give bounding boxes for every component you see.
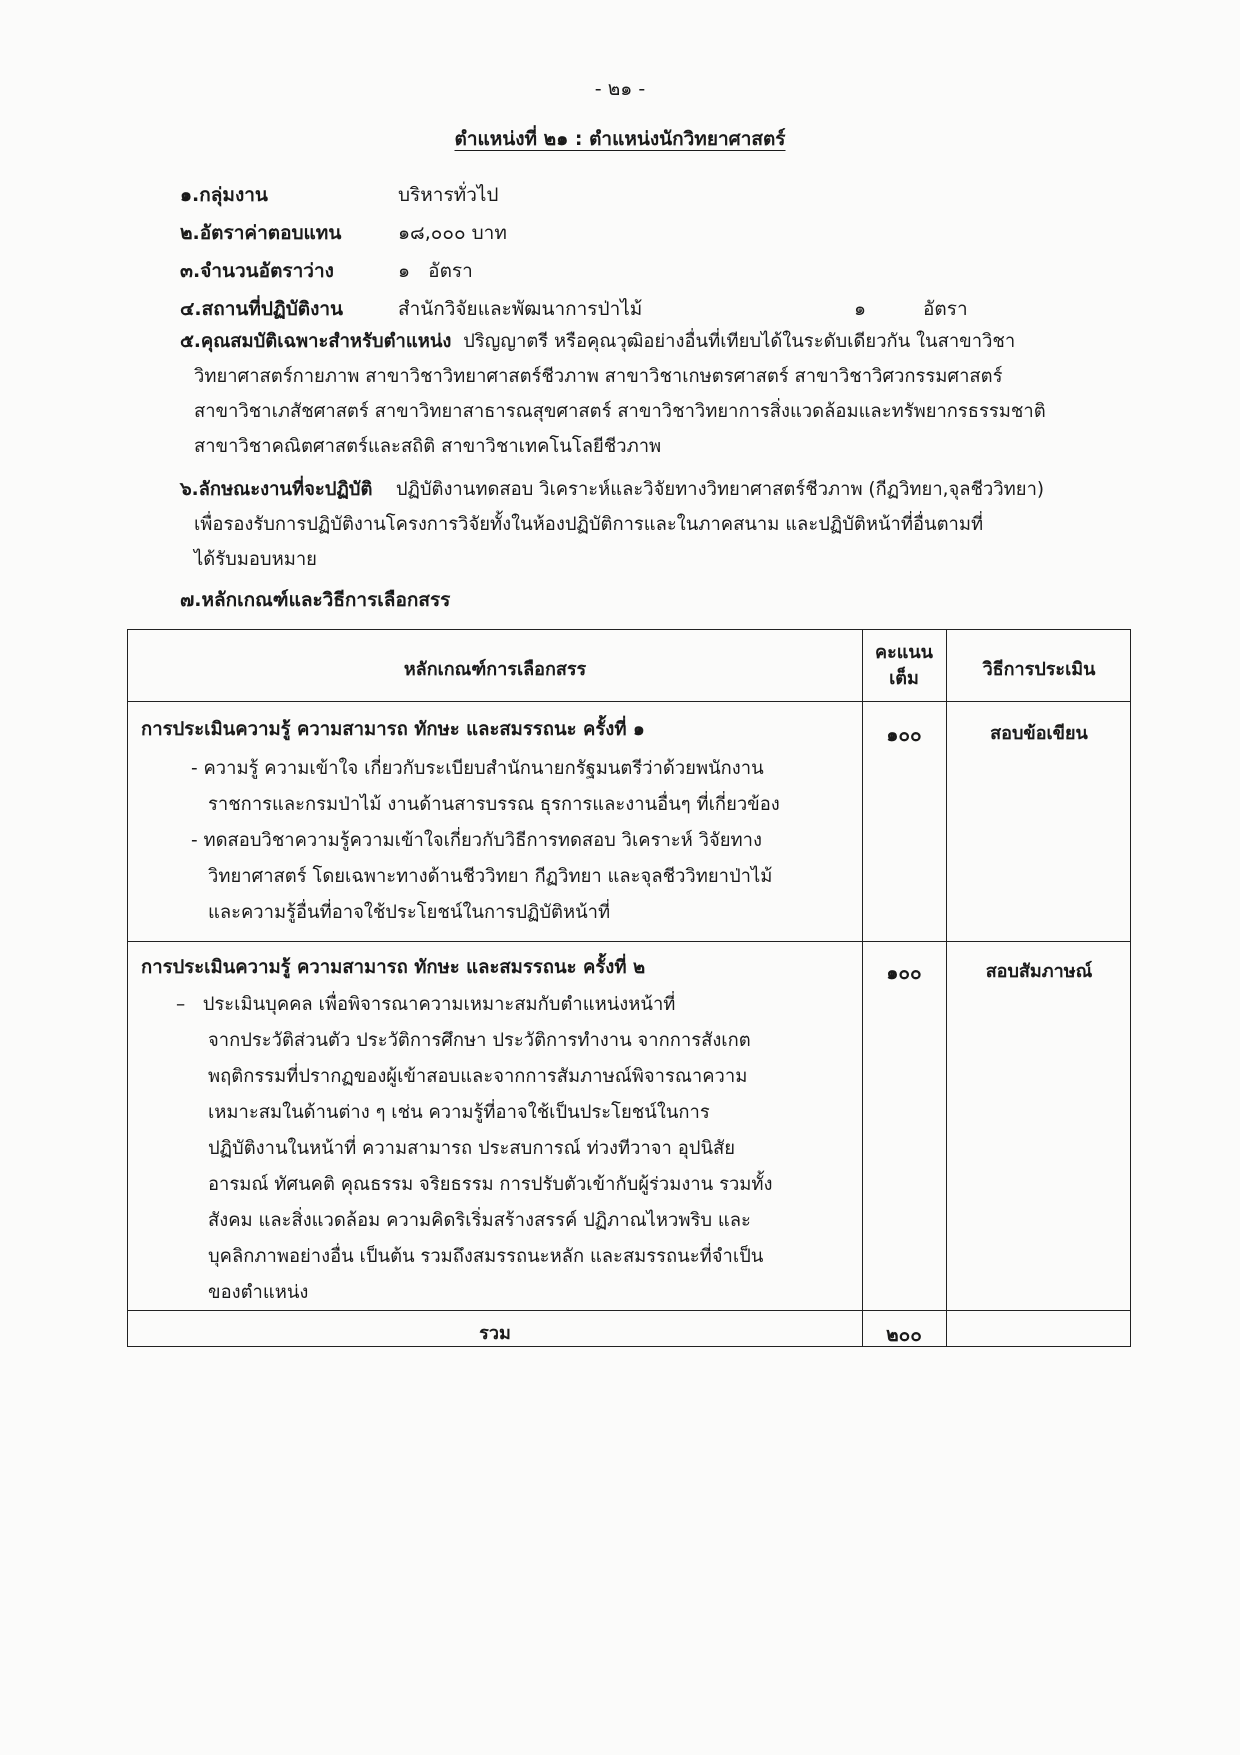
row1-method: สอบข้อเขียน (990, 723, 1088, 744)
row2-line-1: – ประเมินบุคคล เพื่อพิจารณาความเหมาะสมกับตำแหน่งหน้าที่ (176, 994, 676, 1015)
qualifications-line-4: สาขาวิชาคณิตศาสตร์และสถิติ สาขาวิชาเทคโนโลยีชีวภาพ (194, 436, 662, 457)
row1-line-1: - ความรู้ ความเข้าใจ เกี่ยวกับระเบียบสำนักนายกรัฐมนตรีว่าด้วยพนักงาน (191, 758, 764, 779)
row2-line-8: บุคลิกภาพอย่างอื่น เป็นต้น รวมถึงสมรรถนะหลัก และสมรรถนะที่จำเป็น (208, 1246, 764, 1267)
row2-line-2: จากประวัติส่วนตัว ประวัติการศึกษา ประวัติการทำงาน จากการสังเกต (208, 1030, 751, 1051)
total-label: รวม (479, 1323, 511, 1344)
field-location-count: ๑ (854, 298, 867, 320)
qualifications-label: ๕.คุณสมบัติเฉพาะสำหรับตำแหน่ง (180, 331, 452, 352)
document-title (0, 124, 1240, 154)
qualifications-line-1 (180, 324, 1046, 359)
duties (180, 472, 1044, 577)
row1-score: ๑๐๐ (886, 724, 922, 746)
row2-line-9: ของตำแหน่ง (208, 1282, 309, 1303)
header-criteria: หลักเกณฑ์การเลือกสรร (403, 659, 587, 680)
duties-line-1 (180, 472, 1044, 507)
header-score (862, 640, 946, 692)
page-number: - ๒๑ - (594, 78, 646, 100)
field-group-value: บริหารทั่วไป (398, 184, 499, 206)
field-vacancies-value: ๑ อัตรา (398, 260, 473, 282)
row2-line-7: สังคม และสิ่งแวดล้อม ความคิดริเริ่มสร้างสรรค์ ปฏิภาณไหวพริบ และ (208, 1210, 751, 1231)
table-rule-row1 (128, 941, 1130, 942)
header-method: วิธีการประเมิน (982, 659, 1096, 680)
field-salary-value: ๑๘,๐๐๐ บาท (398, 222, 507, 244)
field-location-unit: อัตรา (923, 298, 968, 320)
duties-label: ๖.ลักษณะงานที่จะปฏิบัติ (180, 479, 373, 500)
header-score-line-1: คะแนน (875, 642, 933, 663)
criteria-heading-text: ๗.หลักเกณฑ์และวิธีการเลือกสรร (180, 589, 451, 611)
row1-line-2: ราชการและกรมป่าไม้ งานด้านสารบรรณ ธุรการและงานอื่นๆ ที่เกี่ยวข้อง (208, 794, 780, 815)
table-rule-header (128, 701, 1130, 702)
field-group-label: ๑.กลุ่มงาน (180, 184, 268, 206)
qualifications-line-2: วิทยาศาสตร์กายภาพ สาขาวิชาวิทยาศาสตร์ชีวภาพ สาขาวิชาเกษตรศาสตร์ สาขาวิชาวิศวกรรมศาสตร์ (194, 366, 1003, 387)
row2-title: การประเมินความรู้ ความสามารถ ทักษะ และสมรรถนะ ครั้งที่ ๒ (141, 957, 646, 978)
qualifications-line-3: สาขาวิชาเภสัชศาสตร์ สาขาวิทยาสาธารณสุขศาสตร์ สาขาวิชาวิทยาการสิ่งแวดล้อมและทรัพยากรธรรมชาติ (194, 401, 1046, 422)
row1-line-4: วิทยาศาสตร์ โดยเฉพาะทางด้านชีววิทยา กีฏวิทยา และจุลชีววิทยาป่าไม้ (208, 866, 773, 887)
criteria-table (127, 629, 1131, 1347)
row2-method: สอบสัมภาษณ์ (985, 961, 1093, 982)
field-location-value: สำนักวิจัยและพัฒนาการป่าไม้ (398, 298, 643, 320)
header-score-line-2: เต็ม (889, 668, 919, 689)
row2-line-6: อารมณ์ ทัศนคติ คุณธรรม จริยธรรม การปรับตัวเข้ากับผู้ร่วมงาน รวมทั้ง (208, 1174, 773, 1195)
qualifications-text-1: ปริญญาตรี หรือคุณวุฒิอย่างอื่นที่เทียบได้ในระดับเดียวกัน ในสาขาวิชา (463, 331, 1016, 352)
row2-line-3: พฤติกรรมที่ปรากฏของผู้เข้าสอบและจากการสัมภาษณ์พิจารณาความ (208, 1066, 748, 1087)
qualifications (180, 324, 1046, 464)
duties-text-1: ปฏิบัติงานทดสอบ วิเคราะห์และวิจัยทางวิทยาศาสตร์ชีวภาพ (กีฏวิทยา,จุลชีววิทยา) (395, 479, 1045, 500)
duties-line-3: ได้รับมอบหมาย (194, 549, 317, 570)
row1-line-5: และความรู้อื่นที่อาจใช้ประโยชน์ในการปฏิบัติหน้าที่ (208, 902, 611, 923)
duties-line-2: เพื่อรองรับการปฏิบัติงานโครงการวิจัยทั้งในห้องปฏิบัติการและในภาคสนาม และปฏิบัติหน้าที่อื่นตามที่ (194, 514, 984, 535)
row1-title: การประเมินความรู้ ความสามารถ ทักษะ และสมรรถนะ ครั้งที่ ๑ (141, 719, 645, 740)
document-title-text: ตำแหน่งที่ ๒๑ : ตำแหน่งนักวิทยาศาสตร์ (454, 128, 786, 150)
field-salary-label: ๒.อัตราค่าตอบแทน (180, 222, 342, 244)
row2-score: ๑๐๐ (886, 962, 922, 984)
field-location-label: ๔.สถานที่ปฏิบัติงาน (180, 298, 344, 320)
row2-line-4: เหมาะสมในด้านต่าง ๆ เช่น ความรู้ที่อาจใช้เป็นประโยชน์ในการ (208, 1102, 710, 1123)
row2-line-5: ปฏิบัติงานในหน้าที่ ความสามารถ ประสบการณ์ ท่วงทีวาจา อุปนิสัย (208, 1138, 736, 1159)
total-score: ๒๐๐ (886, 1324, 922, 1346)
row1-line-3: - ทดสอบวิชาความรู้ความเข้าใจเกี่ยวกับวิธีการทดสอบ วิเคราะห์ วิจัยทาง (191, 830, 762, 851)
table-rule-row2 (128, 1310, 1130, 1311)
field-vacancies-label: ๓.จำนวนอัตราว่าง (180, 260, 334, 282)
